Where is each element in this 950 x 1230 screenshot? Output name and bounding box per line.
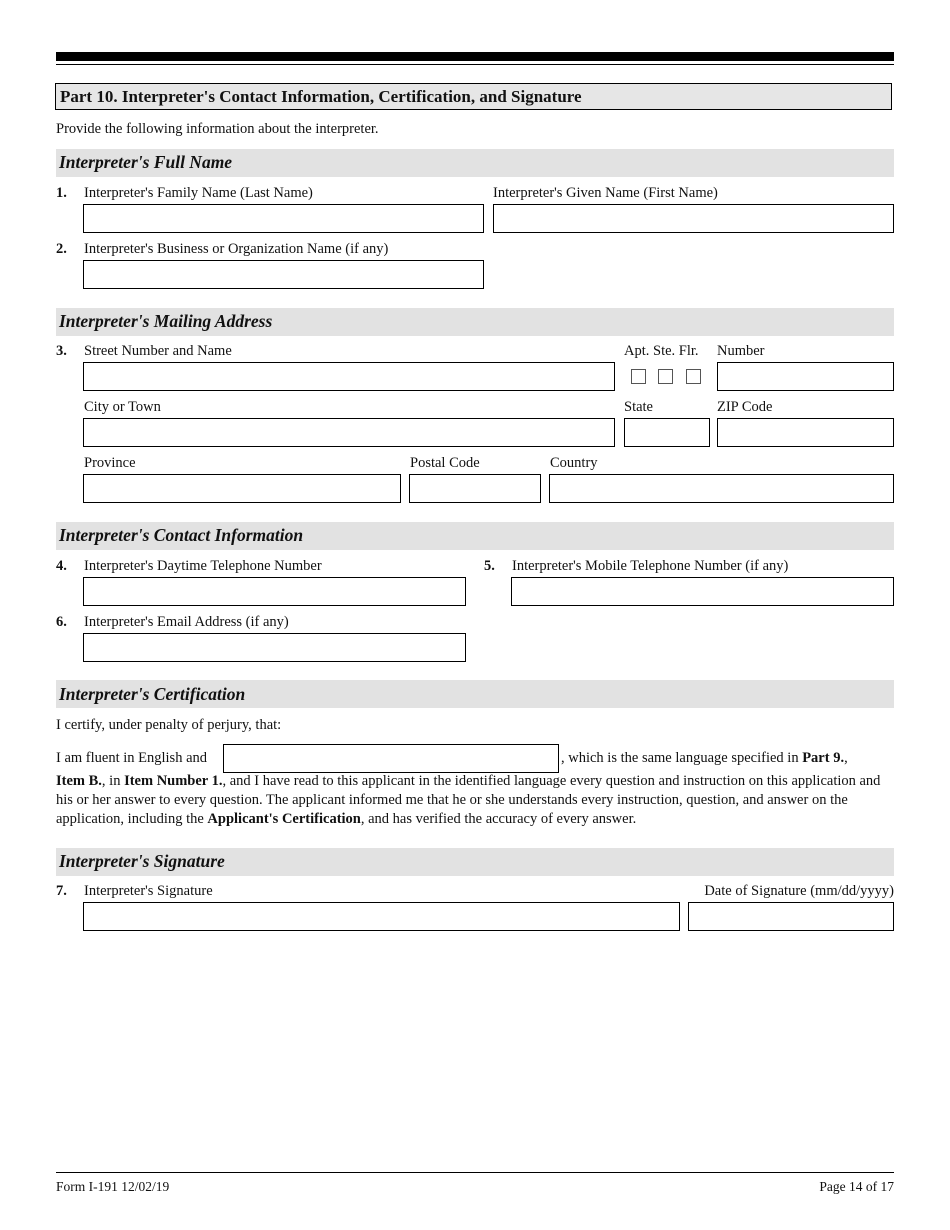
state-label: State	[624, 399, 653, 415]
mobile-phone-field[interactable]	[511, 577, 894, 606]
item-number-6: 6.	[56, 614, 67, 630]
province-label: Province	[84, 455, 136, 471]
postal-code-label: Postal Code	[410, 455, 480, 471]
certification-end: , and has verified the accuracy of every answer.	[360, 811, 637, 827]
city-field[interactable]	[83, 418, 615, 447]
unit-number-label: Number	[717, 343, 765, 359]
signature-field[interactable]	[83, 902, 680, 931]
flr-checkbox[interactable]	[686, 369, 701, 384]
section-title-mailing-address: Interpreter's Mailing Address	[59, 311, 273, 331]
postal-code-field[interactable]	[409, 474, 541, 503]
section-title-certification: Interpreter's Certification	[59, 684, 246, 704]
part-intro: Provide the following information about the interpreter.	[56, 121, 379, 137]
itemB-ref: Item B.	[56, 773, 102, 789]
applicant-cert-ref: Applicant's Certification	[207, 811, 361, 827]
item-number-ref: Item Number 1.	[124, 773, 223, 789]
unit-number-field[interactable]	[717, 362, 894, 391]
item-number-4: 4.	[56, 558, 67, 574]
signature-date-label: Date of Signature (mm/dd/yyyy)	[704, 883, 894, 899]
business-name-label: Interpreter's Business or Organization Name (if any)	[84, 241, 389, 257]
state-field[interactable]	[624, 418, 710, 447]
given-name-label: Interpreter's Given Name (First Name)	[493, 185, 718, 201]
given-name-field[interactable]	[493, 204, 894, 233]
certification-intro: I certify, under penalty of perjury, that:	[56, 717, 282, 733]
item-number-1: 1.	[56, 185, 67, 201]
daytime-phone-label: Interpreter's Daytime Telephone Number	[84, 558, 322, 574]
item-number-3: 3.	[56, 343, 67, 359]
certification-body: , and I have read to this applicant in the identified language every question and instruction on this application and his or her answer to every question. The applicant informed me that he or she understands every instruction, question, and answer on the application, including the	[56, 773, 881, 827]
fluent-suffix: , which is the same language specified in	[561, 750, 803, 766]
fluent-suffix-line	[561, 750, 848, 767]
street-label: Street Number and Name	[84, 343, 232, 359]
family-name-label: Interpreter's Family Name (Last Name)	[84, 185, 313, 201]
part-title: Part 10. Interpreter's Contact Information, Certification, and Signature	[60, 87, 582, 106]
signature-label: Interpreter's Signature	[84, 883, 213, 899]
ste-checkbox[interactable]	[658, 369, 673, 384]
language-field[interactable]	[223, 744, 559, 773]
apt-ste-flr-label: Apt. Ste. Flr.	[624, 343, 699, 359]
section-title-contact-info: Interpreter's Contact Information	[59, 525, 304, 545]
mobile-phone-label: Interpreter's Mobile Telephone Number (if any)	[512, 558, 789, 574]
apt-checkbox[interactable]	[631, 369, 646, 384]
page-number: Page 14 of 17	[819, 1179, 894, 1194]
city-label: City or Town	[84, 399, 161, 415]
family-name-field[interactable]	[83, 204, 484, 233]
item-number-7: 7.	[56, 883, 67, 899]
section-title-full-name: Interpreter's Full Name	[59, 152, 233, 172]
signature-date-field[interactable]	[688, 902, 894, 931]
daytime-phone-field[interactable]	[83, 577, 466, 606]
form-id: Form I-191 12/02/19	[56, 1179, 170, 1194]
part9-ref: Part 9.	[802, 750, 845, 766]
zip-label: ZIP Code	[717, 399, 773, 415]
comma: ,	[844, 750, 848, 766]
email-label: Interpreter's Email Address (if any)	[84, 614, 289, 630]
certification-paragraph	[56, 772, 896, 829]
item-number-5: 5.	[484, 558, 495, 574]
country-label: Country	[550, 455, 598, 471]
street-field[interactable]	[83, 362, 615, 391]
fluent-prefix: I am fluent in English and	[56, 750, 208, 766]
business-name-field[interactable]	[83, 260, 484, 289]
item-number-2: 2.	[56, 241, 67, 257]
top-thin-rule	[56, 64, 894, 65]
country-field[interactable]	[549, 474, 894, 503]
email-field[interactable]	[83, 633, 466, 662]
footer-rule	[56, 1172, 894, 1173]
section-title-signature: Interpreter's Signature	[59, 851, 225, 871]
province-field[interactable]	[83, 474, 401, 503]
zip-field[interactable]	[717, 418, 894, 447]
in-text: , in	[101, 773, 125, 789]
top-thick-rule	[56, 52, 894, 61]
